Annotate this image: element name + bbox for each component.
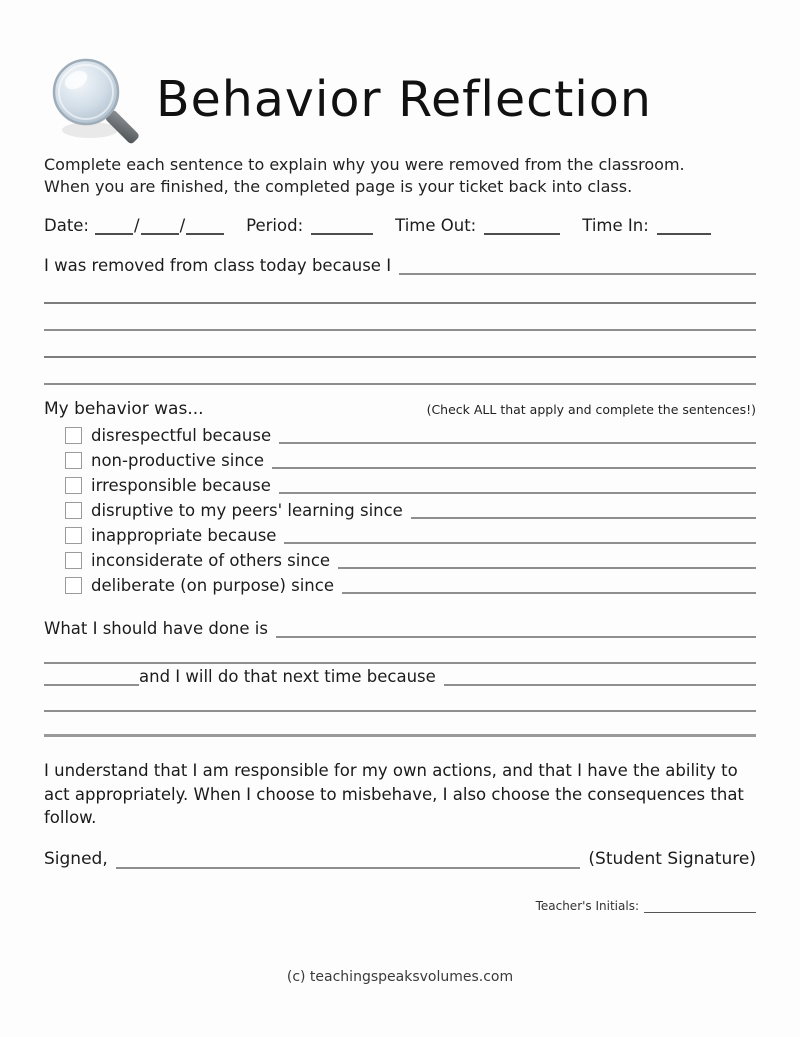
intro-text	[44, 154, 756, 198]
behavior-item-line[interactable]	[284, 524, 756, 544]
removed-prompt-label: I was removed from class today because I	[44, 256, 392, 276]
writing-line[interactable]	[44, 331, 756, 358]
behavior-item-label: irresponsible because	[91, 475, 271, 495]
date-label: Date:	[44, 216, 89, 236]
behavior-item-line[interactable]	[279, 424, 756, 444]
writing-line[interactable]	[44, 304, 756, 331]
teacher-initials-field[interactable]	[644, 900, 756, 913]
checkbox-disrespectful[interactable]	[65, 427, 82, 444]
removed-reason-line[interactable]	[399, 255, 756, 275]
behavior-item-label: disruptive to my peers' learning since	[91, 500, 403, 520]
responsibility-statement: I understand that I am responsible for my own actions, and that I have the ability to act appropriately. When I choose to misbehave, I also choose the consequences that follow.	[44, 761, 744, 827]
removed-prompt-row	[44, 255, 756, 275]
date-separator: /	[179, 216, 186, 236]
behavior-item-label: deliberate (on purpose) since	[91, 575, 334, 595]
page-title: Behavior Reflection	[156, 71, 652, 128]
behavior-item-label: inconsiderate of others since	[91, 550, 331, 570]
writing-lines	[44, 277, 756, 385]
behavior-item-row	[44, 575, 756, 594]
behavior-item-row	[44, 500, 756, 519]
behavior-item-line[interactable]	[411, 499, 756, 519]
should-have-label: What I should have done is	[44, 619, 268, 639]
behavior-item-label: non-productive since	[91, 450, 265, 470]
student-signature-label: (Student Signature)	[588, 849, 756, 870]
checkbox-disruptive[interactable]	[65, 502, 82, 519]
next-time-blank[interactable]	[44, 666, 139, 686]
behavior-item-row	[44, 450, 756, 469]
next-time-label: and I will do that next time because	[139, 667, 436, 687]
time-out-label: Time Out:	[395, 216, 477, 236]
date-separator: /	[134, 216, 140, 236]
date-year-field[interactable]	[186, 218, 224, 235]
behavior-item-row	[44, 425, 756, 444]
signature-row	[44, 849, 756, 869]
period-label: Period:	[246, 216, 304, 236]
writing-line[interactable]	[44, 638, 756, 664]
checkbox-non-productive[interactable]	[65, 452, 82, 469]
date-row	[44, 216, 756, 235]
checkbox-inconsiderate[interactable]	[65, 552, 82, 569]
header	[44, 50, 756, 150]
checkbox-deliberate[interactable]	[65, 577, 82, 594]
copyright-footer: (c) teachingspeaksvolumes.com	[286, 969, 514, 985]
behavior-item-line[interactable]	[272, 449, 756, 469]
behavior-instructions: (Check ALL that apply and complete the sentences!)	[426, 402, 756, 418]
intro-line-2: When you are finished, the completed page is your ticket back into class.	[44, 177, 633, 197]
should-have-line[interactable]	[276, 618, 756, 638]
checkbox-inappropriate[interactable]	[65, 527, 82, 544]
magnifying-glass-icon	[48, 52, 148, 152]
student-signature-line[interactable]	[116, 849, 581, 869]
behavior-item-label: inappropriate because	[91, 525, 277, 545]
next-time-row	[44, 666, 756, 686]
writing-line[interactable]	[44, 686, 756, 712]
teacher-initials-row	[44, 899, 756, 913]
writing-line[interactable]	[44, 277, 756, 304]
date-month-field[interactable]	[95, 218, 133, 235]
time-in-field[interactable]	[657, 218, 711, 235]
behavior-item-row	[44, 550, 756, 569]
behavior-section-header	[44, 399, 756, 419]
behavior-item-line[interactable]	[279, 474, 756, 494]
writing-line[interactable]	[44, 712, 756, 737]
behavior-item-line[interactable]	[342, 574, 756, 594]
next-time-line[interactable]	[444, 666, 756, 686]
checkbox-irresponsible[interactable]	[65, 477, 82, 494]
intro-line-1: Complete each sentence to explain why you were removed from the classroom.	[44, 155, 685, 174]
behavior-item-row	[44, 525, 756, 544]
time-out-field[interactable]	[484, 218, 560, 235]
date-day-field[interactable]	[141, 218, 179, 235]
writing-line[interactable]	[44, 358, 756, 385]
teacher-initials-label: Teacher's Initials:	[535, 899, 639, 914]
time-in-label: Time In:	[582, 216, 649, 236]
signed-label: Signed,	[44, 849, 108, 870]
behavior-item-line[interactable]	[338, 549, 756, 569]
behavior-item-label: disrespectful because	[91, 425, 272, 445]
should-have-row	[44, 618, 756, 638]
period-field[interactable]	[311, 218, 373, 235]
behavior-heading: My behavior was...	[44, 399, 204, 420]
behavior-item-row	[44, 475, 756, 494]
